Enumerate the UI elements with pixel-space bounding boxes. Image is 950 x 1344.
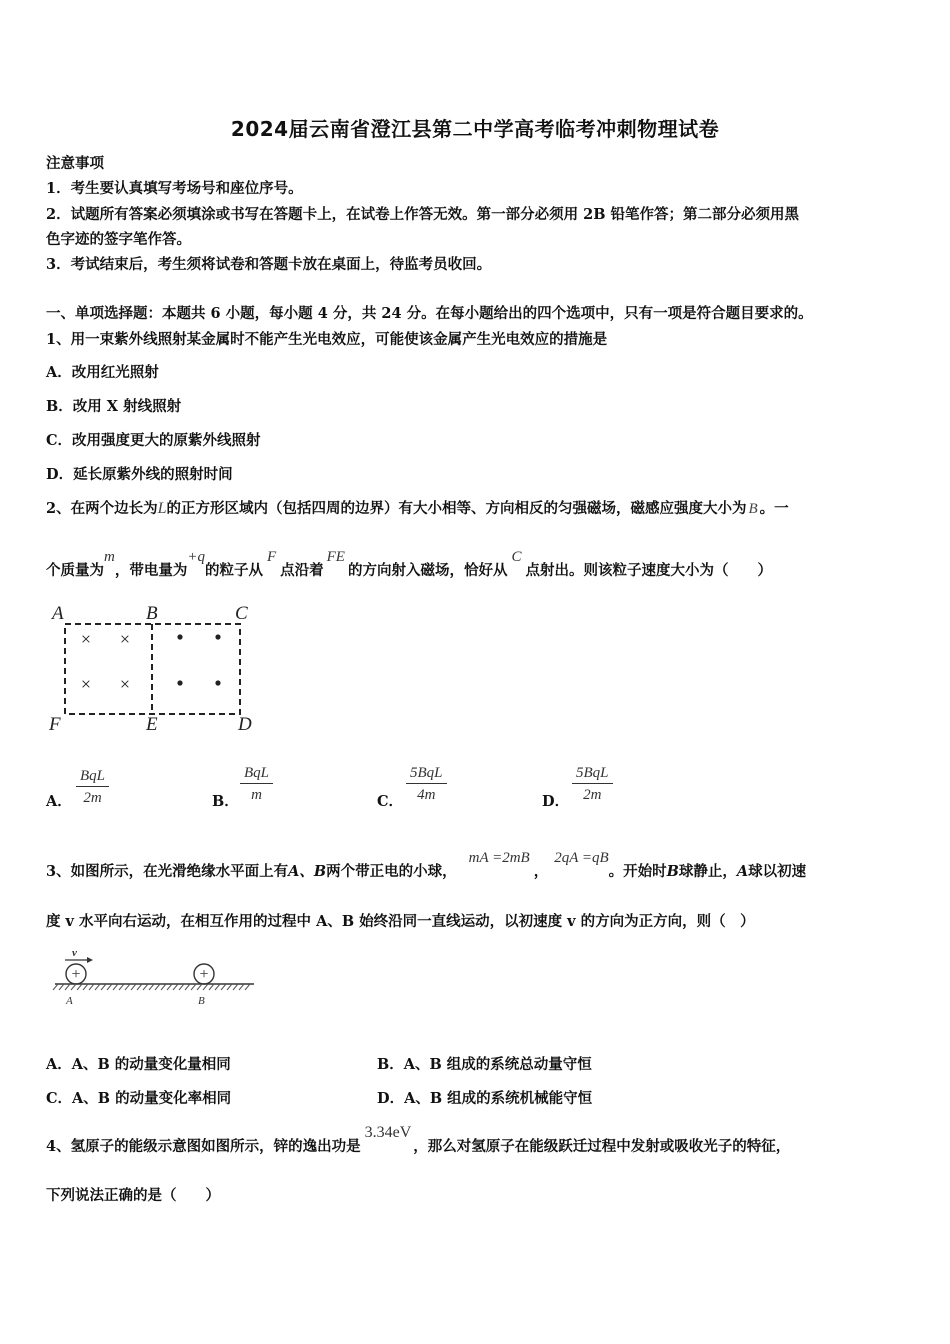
text-run: 4、氢原子的能级示意图如图所示，锌的逸出功是 [46,1138,361,1155]
fraction-numerator: BqL [76,766,109,787]
question-1-option-b: B．改用 X 射线照射 [46,398,182,415]
text-run: 2、在两个边长为 [46,500,158,517]
math-A: A [736,863,749,880]
corner-label-a: A [52,603,64,624]
text-run: 的方向射入磁场，恰好从 [347,562,508,579]
question-1-option-d: D．延长原紫外线的照射时间 [46,466,233,483]
corner-label-c: C [235,603,248,624]
text-run: 。一 [759,500,789,517]
math-AB: A、B [288,863,327,880]
question-2-option-a-fraction [76,766,109,809]
text-run: 点射出。则该粒子速度大小为（ ） [525,562,772,579]
question-1-stem: 1、用一束紫外线照射某金属时不能产生光电效应，可能使该金属产生光电效应的措施是 [46,331,608,348]
corner-label-e: E [146,714,158,735]
math-B: B [748,501,758,517]
text-run: 的粒子从 [204,562,263,579]
question-2-option-b-fraction [240,763,273,806]
field-into-page-symbol: × [80,629,92,649]
ball-a-label: A [66,995,73,1007]
velocity-label: v [72,947,77,959]
section-heading: 一、单项选择题：本题共 6 小题，每小题 4 分，共 24 分。在每小题给出的四个选项中，只有一项是符合题目要求的。 [46,305,813,322]
math-F: F [266,549,277,565]
math-q: +q [187,549,205,565]
page-title: 2024届云南省澄江县第二中学高考临考冲刺物理试卷 [230,117,720,141]
question-2-option-d-fraction [572,763,613,806]
notice-item: 色字迹的签字笔作答。 [46,231,191,248]
field-into-page-symbol: × [80,674,92,694]
corner-label-f: F [49,714,61,735]
positive-charge-symbol: + [199,966,209,983]
question-4-stem-line1 [46,1124,791,1156]
notice-item: 1．考生要认真填写考场号和座位序号。 [46,180,303,197]
field-out-of-page-symbol [177,634,182,639]
text-run: ，那么对氢原子在能级跃迁过程中发射或吸收光子的特征， [413,1138,791,1155]
question-2-option-c-fraction [406,763,447,806]
question-3-stem-line2: 度 v 水平向右运动，在相互作用的过程中 A、B 始终沿同一直线运动，以初速度 v 的方向为正方向，则（ ） [46,913,755,930]
fraction-numerator: 5BqL [406,763,447,784]
field-out-of-page-symbol [177,680,182,685]
equation-mass-ratio: mA =2mB [468,850,530,866]
text-run: 球静止， [678,863,737,880]
corner-label-d: D [238,714,252,735]
question-2-option-c-label: C． [377,793,404,810]
fraction-denominator: 2m [583,787,602,803]
question-2-option-a-label: A． [46,793,72,810]
question-3-option-d: D．A、B 组成的系统机械能守恒 [377,1090,593,1107]
ground-hatching [53,984,250,990]
notice-heading: 注意事项 [46,155,104,172]
magnetic-field-diagram [44,600,264,736]
text-run: ， [533,863,549,880]
text-run: 3、如图所示，在光滑绝缘水平面上有 [46,863,289,880]
text-run: 。开始时 [608,863,667,880]
math-C: C [511,549,522,565]
question-3-option-b: B．A、B 组成的系统总动量守恒 [377,1056,592,1073]
work-function-value: 3.34eV [364,1124,412,1141]
question-1-option-a: A．改用红光照射 [46,364,159,381]
notice-item: 2．试题所有答案必须填涂或书写在答题卡上，在试卷上作答无效。第一部分必须用 2B 铅笔作答；第二部分必须用黑 [46,206,800,223]
ball-b-label: B [198,995,205,1007]
question-3-option-a: A．A、B 的动量变化量相同 [46,1056,231,1073]
fraction-numerator: 5BqL [572,763,613,784]
math-FE: FE [326,549,345,565]
text-run: ，带电量为 [114,562,188,579]
text-run: 球以初速 [748,863,807,880]
question-2-stem-line2 [46,549,772,580]
field-into-page-symbol: × [119,629,131,649]
question-2-option-d-label: D． [542,793,570,810]
text-run: 的正方形区域内（包括四周的边界）有大小相等、方向相反的匀强磁场，磁感应强度大小为 [166,500,747,517]
fraction-denominator: 4m [417,787,436,803]
math-L: L [157,500,167,517]
text-run: 点沿着 [280,562,324,579]
fraction-denominator: 2m [83,790,102,806]
arrow-head-icon [87,957,93,963]
question-3-option-c: C．A、B 的动量变化率相同 [46,1090,232,1107]
text-run: 个质量为 [46,562,104,579]
fraction-denominator: m [251,787,262,803]
question-2-stem-line1 [46,497,789,518]
math-B: B [666,863,679,880]
corner-label-b: B [146,603,158,624]
question-3-stem-line1 [46,850,807,881]
question-4-stem-line2: 下列说法正确的是（ ） [46,1187,220,1204]
field-out-of-page-symbol [215,634,220,639]
question-1-option-c: C．改用强度更大的原紫外线照射 [46,432,261,449]
field-into-page-symbol: × [119,674,131,694]
math-m: m [104,549,115,565]
equation-charge-ratio: 2qA =qB [554,850,609,866]
fraction-numerator: BqL [240,763,273,784]
positive-charge-symbol: + [71,966,81,983]
question-2-option-b-label: B． [212,793,239,810]
field-out-of-page-symbol [215,680,220,685]
text-run: 两个带正电的小球， [326,863,457,880]
notice-item: 3．考试结束后，考生须将试卷和答题卡放在桌面上，待监考员收回。 [46,256,492,273]
two-ball-diagram [52,944,258,1008]
